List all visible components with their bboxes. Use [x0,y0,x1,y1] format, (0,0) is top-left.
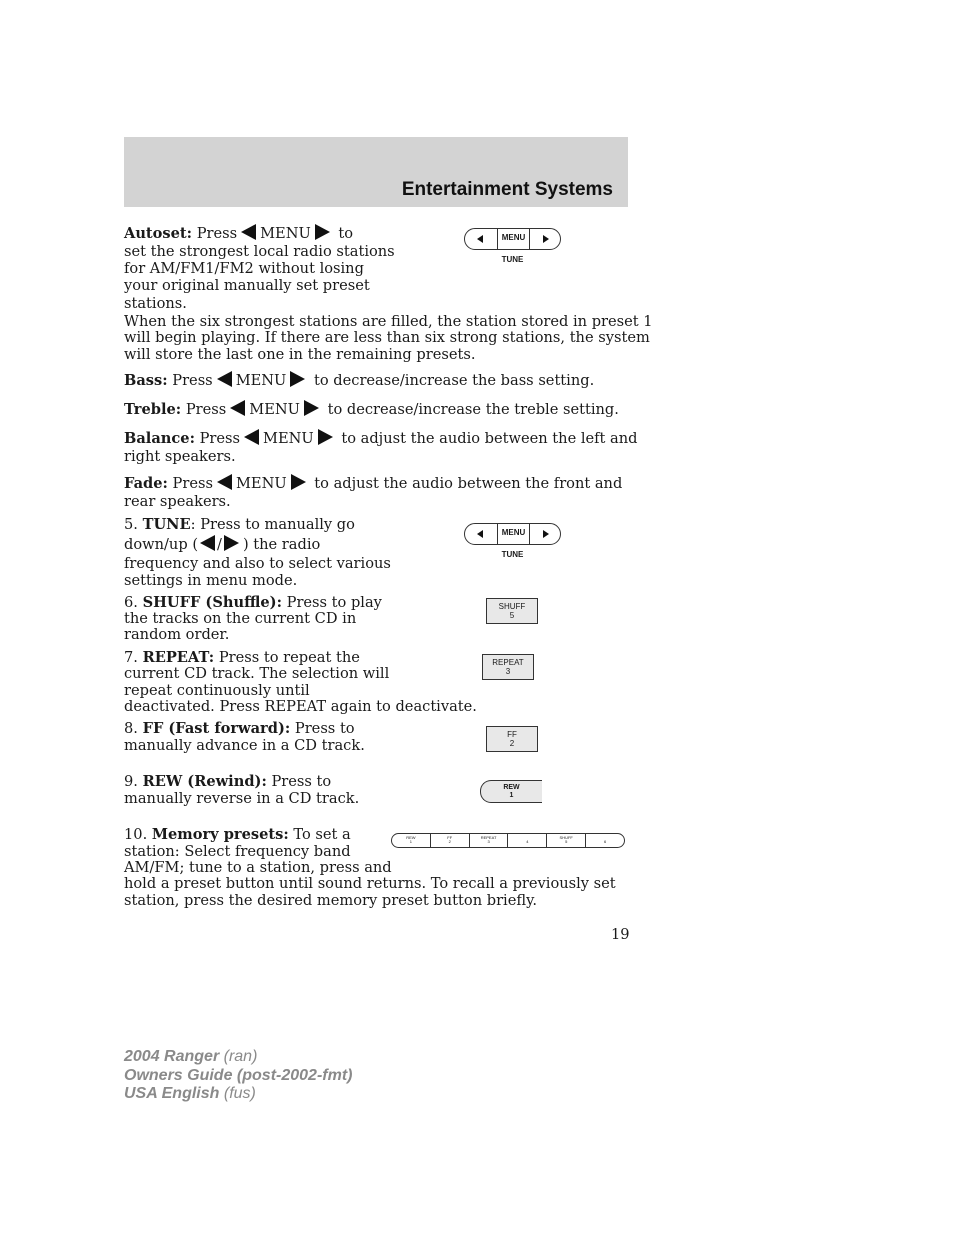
footer-line-1 [124,1048,257,1066]
footer-language-code: (fus) [223,1085,256,1102]
repeat-item-text: Press to repeat the [218,649,360,666]
button-top-label: REPEAT [492,658,524,667]
left-arrow-icon [217,474,232,490]
tune-control-1 [464,228,561,264]
ff-item-line-1 [124,720,355,737]
tune-item-line-1 [124,516,355,533]
preset-bar-illustration [391,833,625,848]
autoset-label: Autoset: [124,225,193,242]
bass-desc: to decrease/increase the bass setting. [314,372,595,389]
item-number: 5. [124,516,138,533]
tune-item-text: down/up ( [124,536,199,553]
tune-pill [464,228,561,250]
tune-label: TUNE [501,255,524,264]
memory-item-label: Memory presets: [151,826,289,843]
repeat-item-line-2: current CD track. The selection will [124,665,390,682]
footer-language: USA English [124,1085,220,1102]
button-number: 3 [505,667,511,676]
autoset-para-2: will begin playing. If there are less than six strong stations, the system [124,329,650,346]
header-band [124,137,628,207]
press-text: Press [172,475,213,492]
left-arrow-icon [217,371,232,387]
right-arrow-icon [315,224,330,240]
tune-item-line-2 [124,535,320,553]
menu-text: MENU [235,475,287,492]
repeat-item-line-4: deactivated. Press REPEAT again to deactivate. [124,698,477,715]
to-text: to [338,225,354,242]
tune-right-arrow-icon [543,235,549,243]
repeat-item-line-1 [124,649,360,666]
memory-item-line-5: station, press the desired memory preset button briefly. [124,892,538,909]
autoset-text-2: for AM/FM1/FM2 without losing [124,260,364,277]
preset-cell: REW 1 [406,835,416,844]
shuff-button-illustration [486,598,538,624]
balance-label: Balance: [124,430,195,447]
right-arrow-icon [224,535,239,551]
autoset-text-1: set the strongest local radio stations [124,243,395,260]
preset-cell: FF 2 [430,834,469,847]
shuff-item-line-2: the tracks on the current CD in [124,610,357,627]
memory-item-line-1 [124,826,351,843]
rew-item-label: REW (Rewind): [142,773,267,790]
item-number: 10. [124,826,148,843]
item-number: 6. [124,594,138,611]
right-arrow-icon [290,371,305,387]
treble-desc: to decrease/increase the treble setting. [327,401,619,418]
fade-line-2: rear speakers. [124,493,231,510]
preset-cell: 4 [507,834,546,847]
footer-line-3 [124,1085,256,1103]
menu-text: MENU [263,430,314,447]
memory-item-line-2: station: Select frequency band [124,843,351,860]
tune-item-text: : Press to manually go [190,516,355,533]
repeat-button-illustration [482,654,534,680]
right-arrow-icon [318,429,333,445]
preset-cell: 6 [585,834,624,847]
autoset-para-1: When the six strongest stations are filled, the station stored in preset 1 [124,313,653,330]
footer-line-2: Owners Guide (post-2002-fmt) [124,1067,353,1084]
item-number: 9. [124,773,138,790]
shuff-item-text: Press to play [286,594,382,611]
autoset-text-4: stations. [124,295,187,312]
ff-item-line-2: manually advance in a CD track. [124,737,365,754]
left-arrow-icon [230,400,245,416]
treble-line [124,400,619,418]
shuff-item-line-1 [124,594,382,611]
autoset-text-3: your original manually set preset [124,277,370,294]
fade-desc: to adjust the audio between the front and [314,475,623,492]
fade-label: Fade: [124,475,168,492]
bass-label: Bass: [124,372,168,389]
ff-item-text: Press to [294,720,355,737]
memory-item-text: To set a [293,826,351,843]
balance-desc: to adjust the audio between the left and [341,430,638,447]
balance-line [124,429,638,447]
shuff-item-label: SHUFF (Shuffle): [142,594,282,611]
shuff-item-line-3: random order. [124,626,230,643]
autoset-line [124,224,353,242]
press-text: Press [185,401,227,418]
repeat-item-line-3: repeat continuously until [124,682,310,699]
ff-button-illustration [486,726,538,752]
tune-item-label: TUNE [142,516,191,533]
button-number: 5 [509,611,515,620]
balance-line-2: right speakers. [124,448,236,465]
tune-right-arrow-icon [543,530,549,538]
preset-cell: REPEAT 3 [469,834,508,847]
slash-text: / [217,536,222,553]
section-title: Entertainment Systems [401,179,613,200]
tune-control-2 [464,523,561,559]
tune-item-text: ) the radio [242,536,321,553]
menu-text: MENU [235,372,287,389]
tune-menu-label: MENU [501,528,526,537]
tune-pill [464,523,561,545]
right-arrow-icon [291,474,306,490]
press-text: Press [196,225,238,242]
preset-cell: SHUFF 5 [546,834,585,847]
press-text: Press [199,430,241,447]
tune-item-line-4: settings in menu mode. [124,572,298,589]
tune-menu-label: MENU [501,233,526,242]
memory-item-line-3: AM/FM; tune to a station, press and [124,859,392,876]
menu-text: MENU [260,225,311,242]
press-text: Press [172,372,213,389]
tune-item-line-3: frequency and also to select various [124,555,391,572]
fade-line [124,474,622,492]
left-arrow-icon [241,224,256,240]
left-arrow-icon [200,535,215,551]
rew-item-text: Press to [271,773,332,790]
rew-item-line-1 [124,773,331,790]
memory-item-line-4: hold a preset button until sound returns. To recall a previously set [124,875,616,892]
rew-button-illustration [480,780,542,803]
item-number: 8. [124,720,138,737]
bass-line [124,371,594,389]
button-top-label: FF [507,730,517,739]
ff-item-label: FF (Fast forward): [142,720,291,737]
page-number: 19 [611,926,630,943]
repeat-item-label: REPEAT: [142,649,215,666]
footer-model: 2004 Ranger [124,1048,220,1065]
menu-text: MENU [249,401,300,418]
rew-item-line-2: manually reverse in a CD track. [124,790,360,807]
button-number: 1 [509,792,514,799]
tune-left-arrow-icon [477,235,483,243]
left-arrow-icon [244,429,259,445]
button-top-label: REW [503,784,520,791]
treble-label: Treble: [124,401,182,418]
footer-model-code: (ran) [223,1048,258,1065]
item-number: 7. [124,649,138,666]
button-number: 2 [509,739,515,748]
tune-left-arrow-icon [477,530,483,538]
right-arrow-icon [304,400,319,416]
autoset-para-3: will store the last one in the remaining presets. [124,346,476,363]
tune-label: TUNE [501,550,524,559]
button-top-label: SHUFF [498,602,526,611]
